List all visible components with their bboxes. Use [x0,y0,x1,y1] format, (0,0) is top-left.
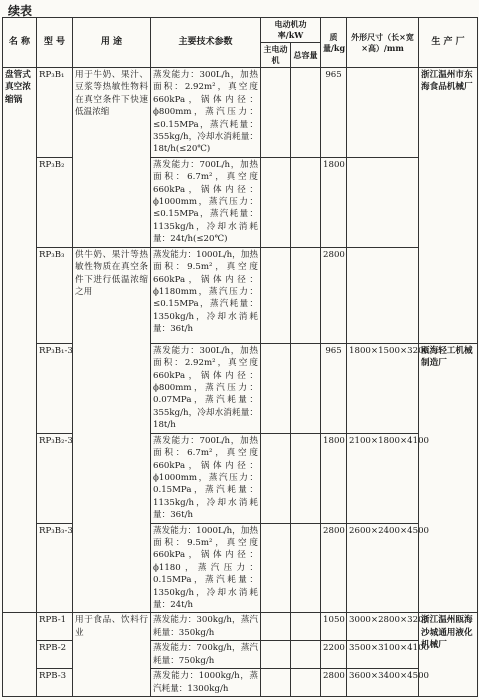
table-row [3,68,478,158]
cell-params: 蒸发能力：1000L/h，加热面积：9.5m²，真空度660kPa，锅体内径：ϕ1180，蒸汽压力：0.15MPa，蒸汽耗量：1350kg/h，冷却水消耗量：24t/h [151,523,261,613]
cell-model: RP₃B₁-3 [37,343,73,433]
cell-dims: 2100×1800×4100 [347,433,419,523]
cell-mass: 1800 [321,157,347,247]
cell-maker: 浙江温州市东海食品机械厂 [419,68,478,344]
cell-params: 蒸发能力：1000L/h，加热面积：9.5m²，真空度660kPa，锅体内径：ϕ1180mm，蒸汽压力：≤0.15MPa，蒸汽耗量：1350kg/h，冷却水消耗量：36t/h [151,247,261,343]
cell-dims: 3000×2800×3200 [347,613,419,641]
cell-power-main [261,641,291,669]
cell-power-main [261,523,291,613]
table-row [3,247,478,343]
cell-power-total [291,523,321,613]
cell-params: 蒸发能力：700kg/h，蒸汽耗量：750kg/h [151,641,261,669]
cell-mass: 965 [321,343,347,433]
cell-model: RP₃B₃ [37,247,73,343]
equipment-table [2,17,478,697]
cell-mass: 965 [321,68,347,158]
cell-power-total [291,613,321,641]
cell-dims [347,68,419,158]
cell-mass: 2800 [321,669,347,697]
cell-power-total [291,343,321,433]
cell-dims: 2600×2400×4500 [347,523,419,613]
cell-mass: 2800 [321,523,347,613]
header-model: 型 号 [37,18,73,68]
cell-usage: 用于牛奶、果汁、豆浆等热敏性物料在真空条件下快速低温浓缩 [73,68,151,248]
cell-power-main [261,613,291,641]
cell-power-main [261,68,291,158]
cell-power-main [261,343,291,433]
cell-dims: 1800×1500×3200 [347,343,419,433]
cell-mass: 1050 [321,613,347,641]
cell-power-total [291,669,321,697]
cell-params: 蒸发能力：1000kg/h，蒸汽耗量：1300kg/h [151,669,261,697]
cell-model: RP₃B₁ [37,68,73,158]
header-power-total: 总容量 [291,43,321,68]
cell-model: RP₃B₂-3 [37,433,73,523]
cell-name: 盘管式真空浓缩锅 [3,68,37,613]
header-params: 主要技术参数 [151,18,261,68]
cell-dims [347,157,419,247]
cell-params: 蒸发能力：300L/h，加热面积：2.92m²，真空度660kPa，锅体内径：ϕ800mm，蒸汽压力：≤0.15MPa，蒸汽耗量：355kg/h，冷却水消耗量：18t/h(≤20℃) [151,68,261,158]
cell-params: 蒸发能力：300kg/h，蒸汽耗量：350kg/h [151,613,261,641]
cell-model: RP₃B₂ [37,157,73,247]
header-name: 名 称 [3,18,37,68]
table-row [3,613,478,641]
cell-model: RPB-1 [37,613,73,641]
cell-power-main [261,157,291,247]
cell-maker: 浙江温州瓯海沙城通用液化机械厂 [419,613,478,697]
cell-power-total [291,641,321,669]
cell-dims [347,247,419,343]
cell-power-main [261,669,291,697]
cell-name [3,613,37,697]
cell-usage: 用于食品、饮料行业 [73,613,151,697]
header-power: 电动机功率/kW [261,18,321,43]
cell-params: 蒸发能力：700L/h，加热面积：6.7m²，真空度660kPa，锅体内径：ϕ1000mm，蒸汽压力：0.15MPa，蒸汽耗量：1135kg/h，冷却水消耗量：36t/h [151,433,261,523]
cell-params: 蒸发能力：700L/h，加热面积：6.7m²，真空度660kPa，锅体内径：ϕ1000mm，蒸汽压力：≤0.15MPa，蒸汽耗量：1135kg/h，冷却水消耗量：24t/h(≤20℃) [151,157,261,247]
header-power-main: 主电动机 [261,43,291,68]
header-dims: 外形尺寸（长×宽×高）/mm [347,18,419,68]
header-maker: 生 产 厂 [419,18,478,68]
cell-power-total [291,433,321,523]
cell-model: RPB-3 [37,669,73,697]
cell-mass: 2200 [321,641,347,669]
cell-power-total [291,157,321,247]
cell-model: RP₃B₃-3 [37,523,73,613]
cell-power-main [261,433,291,523]
header-mass: 质量/kg [321,18,347,68]
continued-label: 续表 [8,4,33,18]
cell-dims: 3500×3100×4100 [347,641,419,669]
cell-model: RPB-2 [37,641,73,669]
header-usage: 用 途 [73,18,151,68]
cell-mass: 1800 [321,433,347,523]
cell-dims: 3600×3400×4500 [347,669,419,697]
cell-maker: 瓯海轻工机械制造厂 [419,343,478,613]
cell-power-total [291,68,321,158]
cell-power-main [261,247,291,343]
cell-params: 蒸发能力：300L/h，加热面积：2.92m²，真空度660kPa，锅体内径：ϕ800mm，蒸汽压力：0.07MPa，蒸汽耗量：355kg/h，冷却水消耗量：18t/h [151,343,261,433]
cell-power-total [291,247,321,343]
cell-usage: 供牛奶、果汁等热敏性物质在真空条件下进行低温浓缩之用 [73,247,151,613]
cell-mass: 2800 [321,247,347,343]
